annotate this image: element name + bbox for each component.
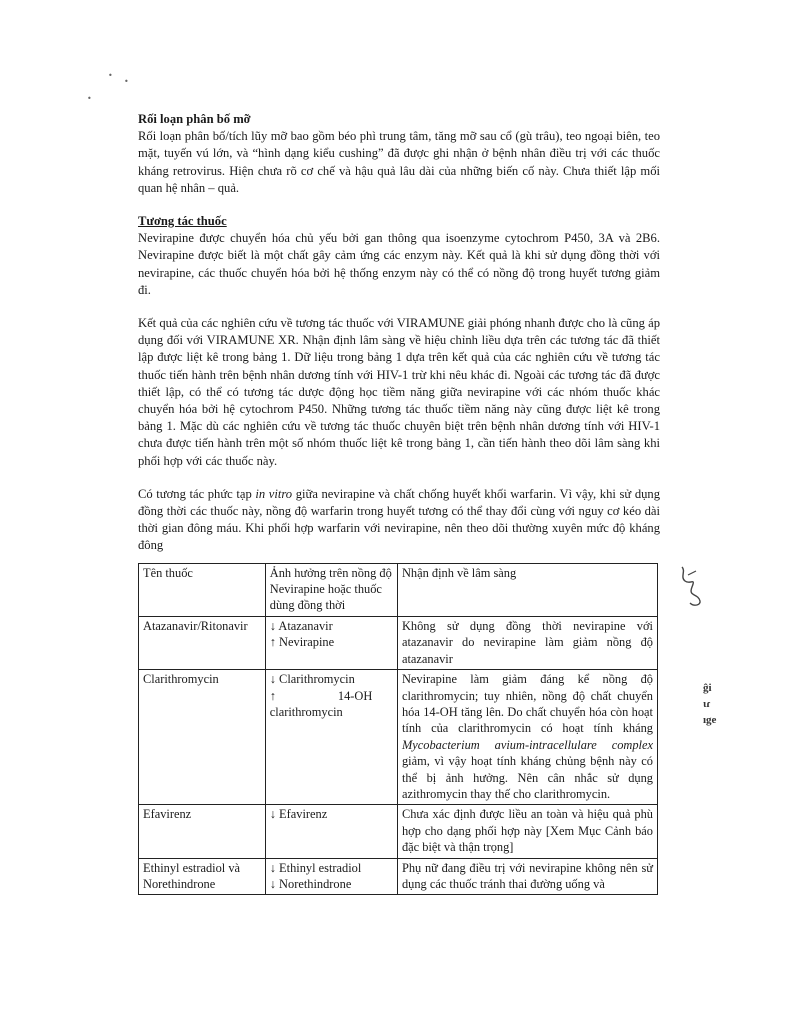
header-drug-name: Tên thuốc — [139, 563, 266, 616]
effect-cell: ↓ Efavirenz — [265, 805, 397, 858]
table-row — [139, 616, 658, 669]
clinical-comment-cell: Phụ nữ đang điều trị với nevirapine không nên sử dụng các thuốc tránh thai đường uống và — [397, 858, 657, 895]
drug-name-cell: Efavirenz — [139, 805, 266, 858]
document-content — [138, 111, 660, 895]
clinical-comment-cell: Nevirapine làm giảm đáng kể nồng độ clarithromycin; tuy nhiên, nồng độ chất chuyển hóa 14-OH tăng lên. Do chất chuyển hóa còn hoạt tính của clarithromycin có hoạt tính kháng Mycobacterium avium-intracellulare complex giảm, vì vậy hoạt tính kháng chủng bệnh này có thể bị ảnh hưởng. Nên cân nhắc sử dụng azithromycin thay thế cho clarithromycin. — [397, 670, 657, 805]
drug-name-cell: Clarithromycin — [139, 670, 266, 805]
scan-speck: • — [108, 71, 113, 80]
header-effect: Ảnh hưởng trên nồng độ Nevirapine hoặc thuốc dùng đồng thời — [265, 563, 397, 616]
drug-name-cell: Ethinyl estradiol và Norethindrone — [139, 858, 266, 895]
header-clinical-comment: Nhận định về lâm sàng — [397, 563, 657, 616]
fat-distribution-paragraph: Rối loạn phân bố/tích lũy mỡ bao gồm béo phì trung tâm, tăng mỡ sau cổ (gù trâu), teo ngoại biên, teo mặt, tuyến vú lớn, và “hình dạng kiểu cushing” đã được ghi nhận ở bệnh nhân điều trị với các thuốc kháng retrovirus. Hiện chưa rõ cơ chế và hậu quả lâu dài của những biến cố này. Chưa thiết lập mối quan hệ nhân – quả. — [138, 129, 660, 195]
handwritten-signature-mark — [676, 563, 706, 609]
scan-speck: • — [124, 77, 129, 86]
clinical-comment-cell: Không sử dụng đồng thời nevirapine với atazanavir do nevirapine làm giảm nồng độ atazanavir — [397, 616, 657, 669]
table-row — [139, 858, 658, 895]
interaction-paragraph-3: Có tương tác phức tạp in vitro giữa nevirapine và chất chống huyết khối warfarin. Vì vậy, khi sử dụng đồng thời các thuốc này, nồng độ warfarin trong huyết tương có thể thay đổi cùng với nguy cơ kéo dài thời gian đông máu. Khi phối hợp warfarin với nevirapine, nên theo dõi thường xuyên mức độ kháng đông — [138, 486, 661, 553]
table-header-row — [139, 563, 658, 616]
margin-stamp-fragment: ĝi ɩɾ ıge — [703, 682, 717, 726]
effect-cell: ↓ Ethinyl estradiol ↓ Norethindrone — [265, 858, 397, 895]
drug-name-cell: Atazanavir/Ritonavir — [139, 616, 266, 669]
table-row — [139, 805, 658, 858]
effect-cell: ↓ Clarithromycin ↑ 14-OH clarithromycin — [265, 670, 397, 805]
interaction-paragraph-2: Kết quả của các nghiên cứu về tương tác thuốc với VIRAMUNE giải phóng nhanh được cho là cũng áp dụng đối với VIRAMUNE XR. Nhận định lâm sàng về hiệu chỉnh liều dựa trên các tương tác đã thiết lập được liệt kê trong bảng 1. Dữ liệu trong bảng 1 dựa trên kết quả của các nghiên cứu về tương tác thuốc tiến hành trên bệnh nhân dương tính với HIV-1 trừ khi nêu khác đi. Ngoài các tương tác đã được thiết lập, có thể có tương tác dược động học tiềm năng giữa nevirapine với các nhóm thuốc khác chuyển hóa bởi hệ cytochrom P450. Những tương tác thuốc tiềm năng này cũng được liệt kê trong bảng 1. Mặc dù các nghiên cứu về tương tác thuốc chuyên biệt trên bệnh nhân dương tính với HIV-1 chưa được tiến hành trên một số nhóm thuốc liệt kê trong bảng 1, cần tiến hành theo dõi lâm sàng khi phối hợp với các thuốc này. — [138, 316, 660, 468]
table-row — [139, 670, 658, 805]
effect-cell: ↓ Atazanavir ↑ Nevirapine — [265, 616, 397, 669]
scan-speck: • — [87, 94, 92, 103]
section-heading-fat-distribution: Rối loạn phân bố mỡ — [138, 112, 251, 126]
clinical-comment-cell: Chưa xác định được liều an toàn và hiệu quả phù hợp cho dạng phối hợp này [Xem Mục Cảnh báo đặc biệt và thận trọng] — [397, 805, 657, 858]
drug-interaction-table — [138, 563, 658, 896]
interaction-paragraph-1: Nevirapine được chuyển hóa chủ yếu bởi gan thông qua isoenzyme cytochrom P450, 3A và 2B6. Nevirapine được biết là một chất gây cảm ứng các enzym này. Kết quả là khi sử dụng đồng thời với nevirapine, các thuốc chuyển hóa bởi hệ thống enzym này có thể có nồng độ trong huyết tương giảm đi. — [138, 231, 660, 297]
section-heading-drug-interactions: Tương tác thuốc — [138, 214, 227, 229]
